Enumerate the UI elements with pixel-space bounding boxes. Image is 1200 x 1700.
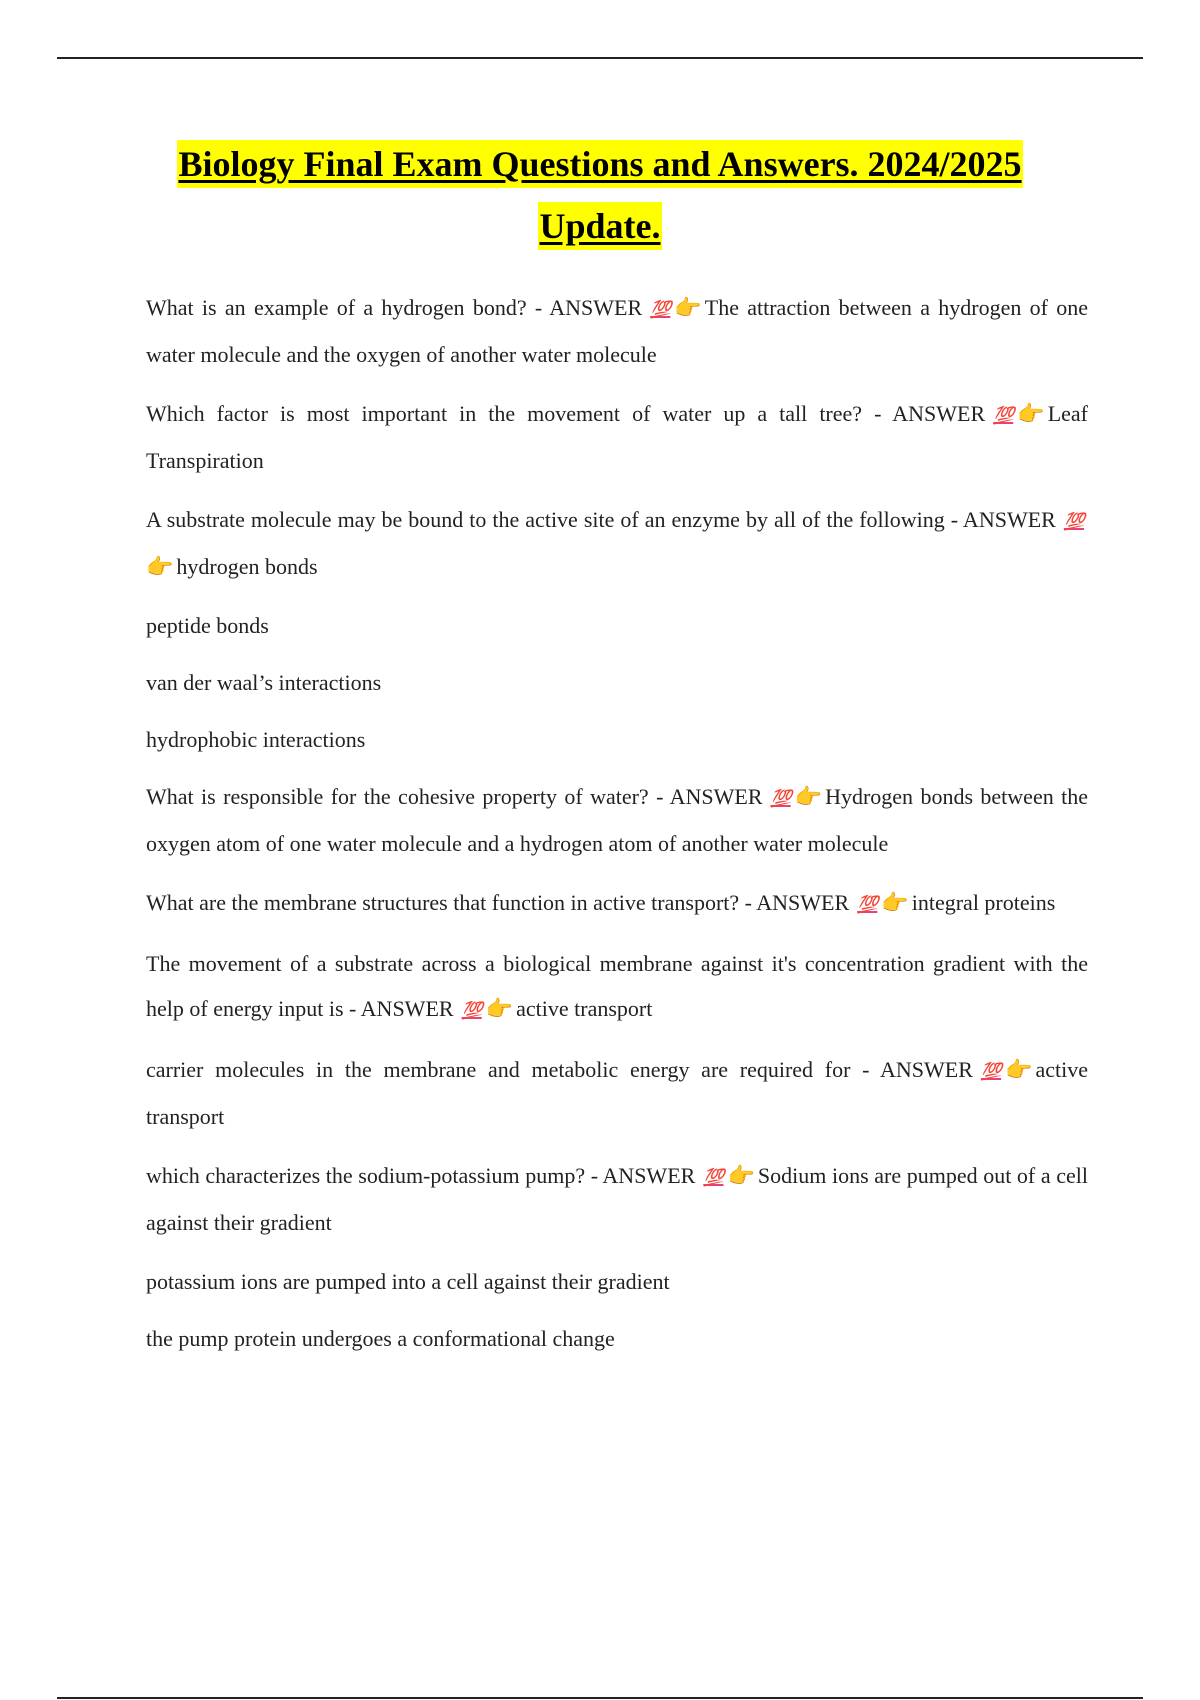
answer-text: integral proteins [911,890,1056,915]
pointing-hand-icon: 👉 [881,890,909,915]
question-text: What is an example of a hydrogen bond? - ANSWER [146,295,643,320]
question-text: What are the membrane structures that function in active transport? - ANSWER [146,890,850,915]
hundred-points-icon: 💯 [1063,512,1084,531]
bottom-rule [57,1697,1143,1699]
question-text: Which factor is most important in the movement of water up a tall tree? - ANSWER [146,401,986,426]
question-text: The movement of a substrate across a biological membrane against it's concentration gradient with the help of energy input is - ANSWER [146,951,1088,1021]
qa-item [146,1153,1088,1245]
pointing-hand-icon: 👉 [674,295,702,320]
answer-option-line: hydrophobic interactions [146,727,366,752]
answer-text: The attraction between a hydrogen of one water molecule and the oxygen of another water molecule [146,295,1089,367]
pointing-hand-icon: 👉 [794,784,823,809]
question-text: carrier molecules in the membrane and metabolic energy are required for - ANSWER [146,1057,973,1082]
answer-option-line: peptide bonds [146,613,269,638]
question-text: A substrate molecule may be bound to the active site of an enzyme by all of the following - ANSWER [146,507,1056,532]
answer-text: active transport [516,996,653,1021]
question-text: which characterizes the sodium-potassium pump? - ANSWER [146,1163,696,1188]
top-rule [57,57,1143,59]
answer-text: active transport [146,1057,1088,1129]
hundred-points-icon: 💯 [993,406,1014,425]
pointing-hand-icon: 👉 [1005,1057,1033,1082]
answer-text: hydrogen bonds [176,554,318,579]
qa-item [146,880,1088,927]
qa-item [146,1047,1088,1139]
qa-item [146,774,1088,866]
hundred-points-icon: 💯 [857,895,878,914]
document-title [120,140,1080,250]
qa-item [146,285,1088,377]
qa-item [146,497,1088,589]
qa-item [146,941,1088,1033]
answer-text: Leaf Transpiration [146,401,1088,473]
hundred-points-icon: 💯 [461,1001,482,1020]
title-line-2: Update. [538,202,661,250]
title-line-1: Biology Final Exam Questions and Answers. 2024/2025 [177,140,1022,188]
qa-item [146,391,1088,483]
answer-text: Hydrogen bonds between the oxygen atom of one water molecule and a hydrogen atom of another water molecule [146,784,1088,856]
hundred-points-icon: 💯 [980,1062,1002,1081]
answer-option-line: the pump protein undergoes a conformational change [146,1326,615,1351]
pointing-hand-icon: 👉 [485,996,514,1021]
hundred-points-icon: 💯 [770,789,791,808]
pointing-hand-icon: 👉 [727,1163,755,1188]
question-text: What is responsible for the cohesive property of water? - ANSWER [146,784,763,809]
hundred-points-icon: 💯 [703,1168,724,1187]
pointing-hand-icon: 👉 [146,554,174,579]
answer-option-line: potassium ions are pumped into a cell against their gradient [146,1269,670,1294]
answer-text: Sodium ions are pumped out of a cell against their gradient [146,1163,1088,1235]
hundred-points-icon: 💯 [650,300,671,319]
answer-option-line: van der waal’s interactions [146,670,382,695]
qa-content [146,285,1088,1373]
pointing-hand-icon: 👉 [1017,401,1045,426]
